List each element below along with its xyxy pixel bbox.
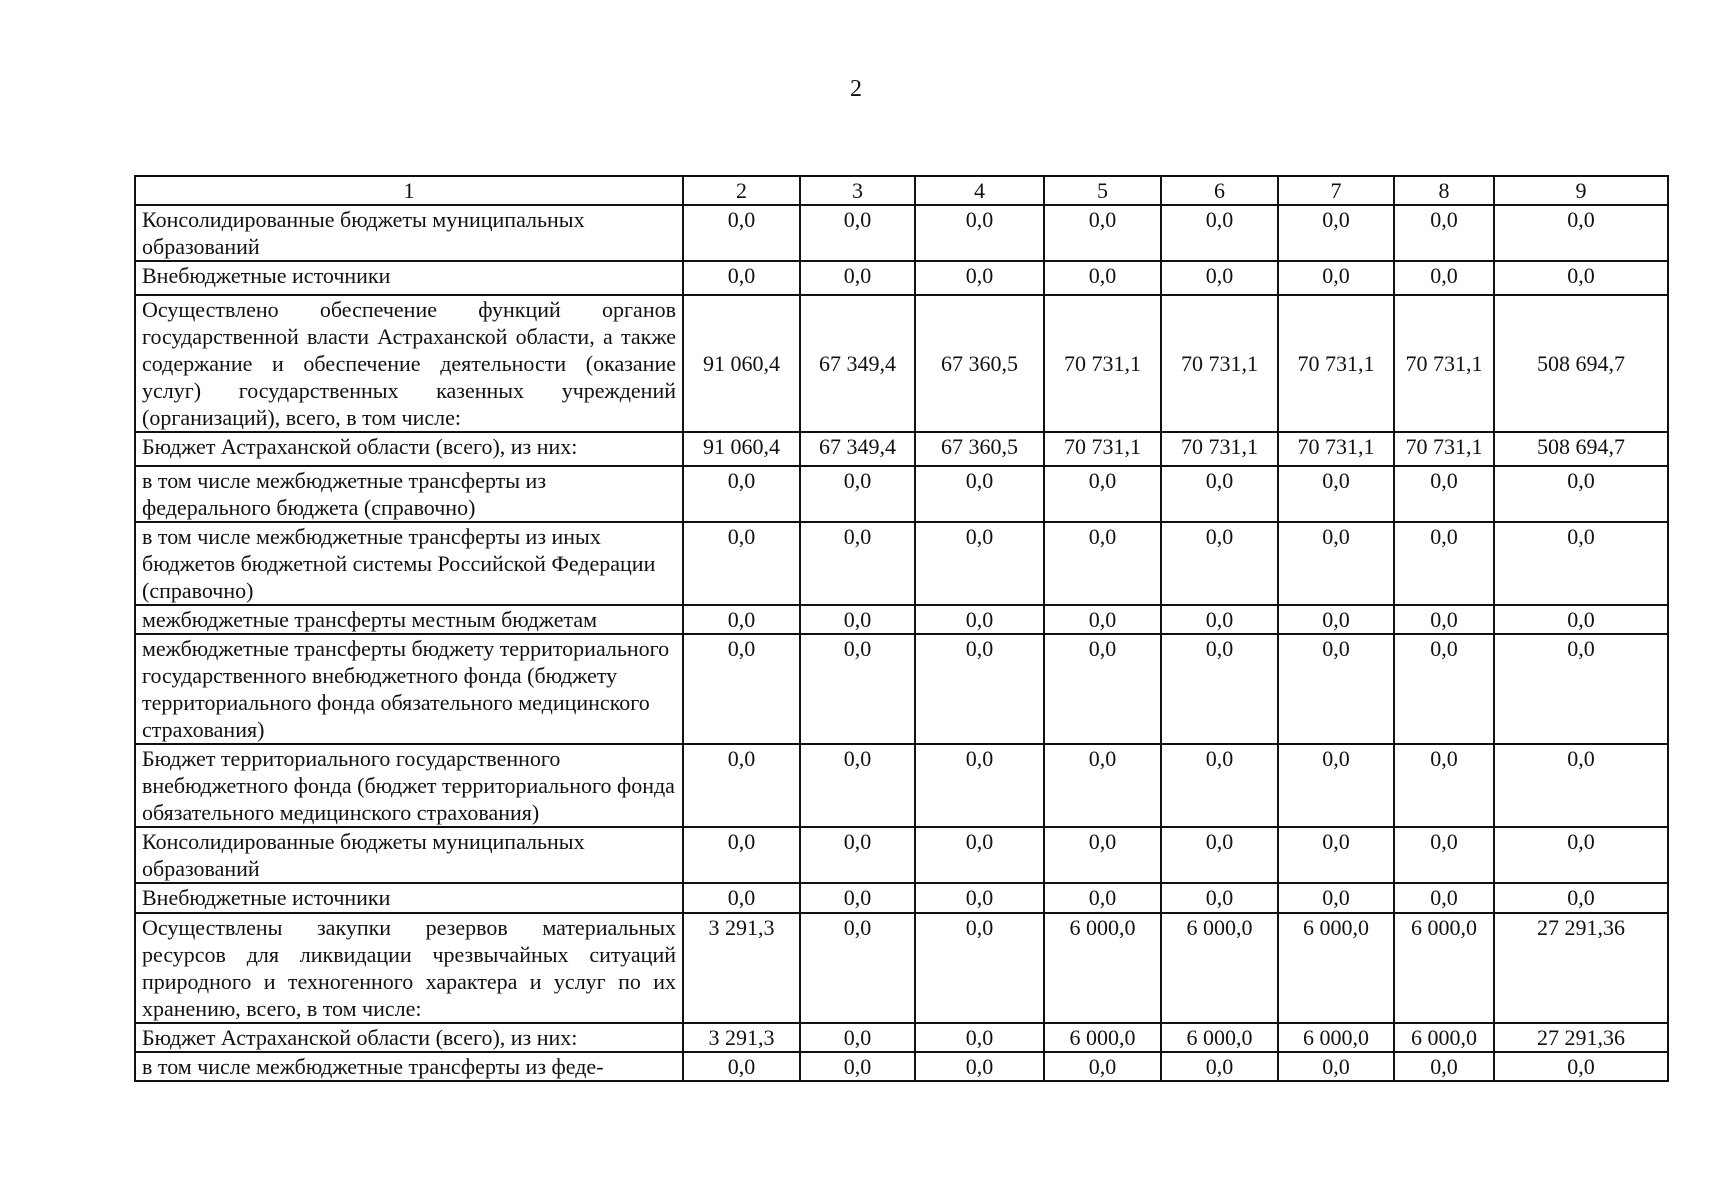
- table-body: [135, 205, 1668, 1081]
- table-row: [135, 432, 1668, 466]
- cell-value: 27 291,36: [1494, 1023, 1668, 1052]
- cell-value: 0,0: [1044, 744, 1161, 827]
- cell-value: 0,0: [1161, 634, 1278, 744]
- cell-value: 0,0: [1044, 634, 1161, 744]
- table-row: [135, 883, 1668, 913]
- cell-value: 0,0: [915, 466, 1044, 522]
- cell-value: 0,0: [1044, 522, 1161, 605]
- column-header: 7: [1278, 176, 1394, 205]
- cell-value: 0,0: [1278, 1052, 1394, 1081]
- cell-value: 0,0: [1161, 261, 1278, 295]
- cell-value: 0,0: [915, 913, 1044, 1023]
- cell-value: 0,0: [1044, 827, 1161, 883]
- cell-value: 6 000,0: [1044, 1023, 1161, 1052]
- row-label: в том числе межбюджетные трансферты из федерального бюджета (справочно): [135, 466, 683, 522]
- cell-value: 6 000,0: [1044, 913, 1161, 1023]
- cell-value: 0,0: [1044, 466, 1161, 522]
- cell-value: 67 349,4: [800, 295, 915, 432]
- cell-value: 3 291,3: [683, 913, 800, 1023]
- cell-value: 0,0: [1494, 605, 1668, 634]
- row-label: Внебюджетные источники: [135, 261, 683, 295]
- cell-value: 0,0: [683, 1052, 800, 1081]
- cell-value: 0,0: [1494, 1052, 1668, 1081]
- cell-value: 0,0: [915, 1023, 1044, 1052]
- cell-value: 0,0: [1494, 466, 1668, 522]
- table-row: [135, 1052, 1668, 1081]
- column-header: 6: [1161, 176, 1278, 205]
- budget-table: [134, 175, 1669, 1082]
- row-label: межбюджетные трансферты бюджету территориального государственного внебюджетного фонда (бюджету территориального фонда обязательного медицинского страхования): [135, 634, 683, 744]
- cell-value: 70 731,1: [1278, 432, 1394, 466]
- cell-value: 0,0: [1394, 744, 1494, 827]
- cell-value: 0,0: [915, 205, 1044, 261]
- cell-value: 0,0: [1394, 261, 1494, 295]
- column-header: 2: [683, 176, 800, 205]
- cell-value: 0,0: [1278, 261, 1394, 295]
- cell-value: 0,0: [1044, 1052, 1161, 1081]
- cell-value: 6 000,0: [1161, 1023, 1278, 1052]
- cell-value: 0,0: [1494, 883, 1668, 913]
- row-label: Внебюджетные источники: [135, 883, 683, 913]
- cell-value: 0,0: [1494, 261, 1668, 295]
- table-row: [135, 1023, 1668, 1052]
- row-label: Консолидированные бюджеты муниципальных образований: [135, 205, 683, 261]
- cell-value: 0,0: [1161, 883, 1278, 913]
- cell-value: 0,0: [1394, 883, 1494, 913]
- cell-value: 0,0: [1394, 205, 1494, 261]
- cell-value: 70 731,1: [1161, 432, 1278, 466]
- table-row: [135, 605, 1668, 634]
- column-number-row: [135, 176, 1668, 205]
- cell-value: 508 694,7: [1494, 432, 1668, 466]
- table-row: [135, 295, 1668, 432]
- cell-value: 0,0: [1394, 827, 1494, 883]
- cell-value: 0,0: [1161, 827, 1278, 883]
- cell-value: 0,0: [683, 827, 800, 883]
- table-row: [135, 744, 1668, 827]
- cell-value: 0,0: [1278, 744, 1394, 827]
- cell-value: 0,0: [1394, 522, 1494, 605]
- cell-value: 6 000,0: [1394, 1023, 1494, 1052]
- cell-value: 0,0: [1278, 827, 1394, 883]
- cell-value: 27 291,36: [1494, 913, 1668, 1023]
- cell-value: 70 731,1: [1161, 295, 1278, 432]
- cell-value: 0,0: [915, 744, 1044, 827]
- cell-value: 67 360,5: [915, 295, 1044, 432]
- cell-value: 0,0: [683, 605, 800, 634]
- cell-value: 0,0: [1494, 634, 1668, 744]
- table-row: [135, 261, 1668, 295]
- cell-value: 0,0: [1044, 883, 1161, 913]
- cell-value: 0,0: [1161, 605, 1278, 634]
- cell-value: 70 731,1: [1044, 432, 1161, 466]
- cell-value: 0,0: [915, 522, 1044, 605]
- cell-value: 0,0: [800, 913, 915, 1023]
- column-header: 1: [135, 176, 683, 205]
- cell-value: 0,0: [1161, 466, 1278, 522]
- cell-value: 0,0: [800, 634, 915, 744]
- cell-value: 0,0: [1278, 605, 1394, 634]
- cell-value: 0,0: [915, 827, 1044, 883]
- cell-value: 0,0: [915, 883, 1044, 913]
- row-label: Консолидированные бюджеты муниципальных образований: [135, 827, 683, 883]
- cell-value: 0,0: [1161, 1052, 1278, 1081]
- row-label: Бюджет Астраханской области (всего), из них:: [135, 432, 683, 466]
- cell-value: 3 291,3: [683, 1023, 800, 1052]
- cell-value: 0,0: [1278, 522, 1394, 605]
- cell-value: 0,0: [683, 261, 800, 295]
- cell-value: 0,0: [1278, 883, 1394, 913]
- cell-value: 0,0: [1278, 466, 1394, 522]
- cell-value: 0,0: [1278, 634, 1394, 744]
- row-label: Бюджет территориального государственного внебюджетного фонда (бюджет территориального фонда обязательного медицинского страхования): [135, 744, 683, 827]
- cell-value: 0,0: [1161, 205, 1278, 261]
- cell-value: 0,0: [800, 605, 915, 634]
- cell-value: 0,0: [1394, 1052, 1494, 1081]
- cell-value: 67 349,4: [800, 432, 915, 466]
- cell-value: 6 000,0: [1278, 913, 1394, 1023]
- column-header: 4: [915, 176, 1044, 205]
- cell-value: 6 000,0: [1161, 913, 1278, 1023]
- table-row: [135, 913, 1668, 1023]
- cell-value: 0,0: [800, 205, 915, 261]
- cell-value: 0,0: [800, 883, 915, 913]
- cell-value: 91 060,4: [683, 295, 800, 432]
- cell-value: 0,0: [1494, 205, 1668, 261]
- cell-value: 0,0: [1394, 634, 1494, 744]
- cell-value: 508 694,7: [1494, 295, 1668, 432]
- cell-value: 0,0: [915, 605, 1044, 634]
- cell-value: 0,0: [800, 1052, 915, 1081]
- table-row: [135, 827, 1668, 883]
- cell-value: 0,0: [683, 466, 800, 522]
- row-label: Осуществлено обеспечение функций органов государственной власти Астраханской области, а также содержание и обеспечение деятельности (оказание услуг) государственных казенных учреждений (организаций), всего, в том числе:: [135, 295, 683, 432]
- table-row: [135, 466, 1668, 522]
- page-number: 2: [850, 76, 862, 102]
- cell-value: 70 731,1: [1278, 295, 1394, 432]
- row-label: в том числе межбюджетные трансферты из феде-: [135, 1052, 683, 1081]
- cell-value: 0,0: [1394, 466, 1494, 522]
- cell-value: 0,0: [1278, 205, 1394, 261]
- table-row: [135, 205, 1668, 261]
- cell-value: 70 731,1: [1394, 432, 1494, 466]
- table-row: [135, 634, 1668, 744]
- cell-value: 0,0: [1161, 522, 1278, 605]
- column-header: 5: [1044, 176, 1161, 205]
- cell-value: 0,0: [1044, 205, 1161, 261]
- cell-value: 0,0: [800, 522, 915, 605]
- cell-value: 91 060,4: [683, 432, 800, 466]
- row-label: в том числе межбюджетные трансферты из иных бюджетов бюджетной системы Российской Федерации (справочно): [135, 522, 683, 605]
- cell-value: 0,0: [1044, 261, 1161, 295]
- table-row: [135, 522, 1668, 605]
- cell-value: 0,0: [1494, 744, 1668, 827]
- cell-value: 0,0: [915, 261, 1044, 295]
- cell-value: 0,0: [1161, 744, 1278, 827]
- cell-value: 0,0: [683, 522, 800, 605]
- cell-value: 0,0: [800, 466, 915, 522]
- cell-value: 0,0: [1044, 605, 1161, 634]
- cell-value: 70 731,1: [1044, 295, 1161, 432]
- cell-value: 6 000,0: [1278, 1023, 1394, 1052]
- cell-value: 0,0: [800, 744, 915, 827]
- cell-value: 0,0: [800, 827, 915, 883]
- cell-value: 0,0: [800, 1023, 915, 1052]
- cell-value: 0,0: [1494, 827, 1668, 883]
- column-header: 3: [800, 176, 915, 205]
- row-label: межбюджетные трансферты местным бюджетам: [135, 605, 683, 634]
- cell-value: 6 000,0: [1394, 913, 1494, 1023]
- cell-value: 67 360,5: [915, 432, 1044, 466]
- row-label: Бюджет Астраханской области (всего), из них:: [135, 1023, 683, 1052]
- cell-value: 0,0: [683, 744, 800, 827]
- column-header: 8: [1394, 176, 1494, 205]
- row-label: Осуществлены закупки резервов материальных ресурсов для ликвидации чрезвычайных ситуаций природного и техногенного характера и услуг по их хранению, всего, в том числе:: [135, 913, 683, 1023]
- cell-value: 0,0: [915, 1052, 1044, 1081]
- cell-value: 0,0: [915, 634, 1044, 744]
- cell-value: 0,0: [683, 205, 800, 261]
- cell-value: 0,0: [1494, 522, 1668, 605]
- cell-value: 0,0: [800, 261, 915, 295]
- column-header: 9: [1494, 176, 1668, 205]
- cell-value: 0,0: [683, 634, 800, 744]
- cell-value: 70 731,1: [1394, 295, 1494, 432]
- cell-value: 0,0: [1394, 605, 1494, 634]
- cell-value: 0,0: [683, 883, 800, 913]
